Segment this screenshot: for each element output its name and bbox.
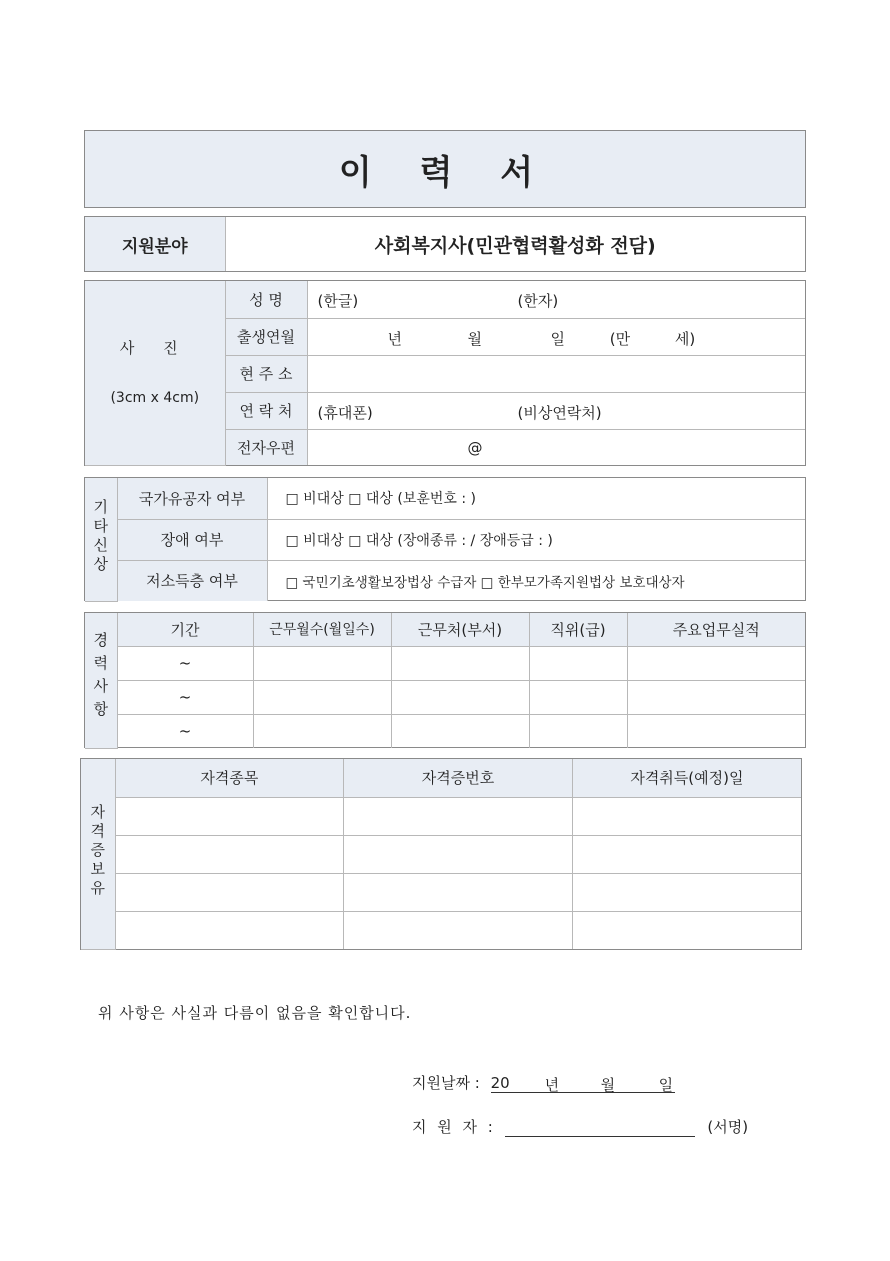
date-year-prefix: 20 [490,1074,510,1092]
license-date-4[interactable] [572,911,801,949]
field-box [84,216,806,272]
date-month: 월 [600,1076,616,1094]
career-header-period: 기간 [117,613,253,646]
low-income-label: 저소득층 여부 [117,560,267,601]
low-income-field[interactable]: □ 국민기초생활보장법상 수급자 □ 한부모가족지원법상 보호대상자 [267,560,805,601]
license-date-3[interactable] [572,873,801,911]
applicant-label: 지 원 자 : [412,1118,496,1136]
personal-box [84,280,806,466]
license-table [81,759,801,950]
career-position-1[interactable] [529,646,627,680]
table-row [85,646,805,680]
career-side-label: 경력사항 [85,613,117,748]
career-header-position: 직위(급) [529,613,627,646]
career-period-1[interactable]: ~ [117,646,253,680]
personal-table [85,281,805,466]
disability-field[interactable]: □ 비대상 □ 대상 (장애종류 : / 장애등급 : ) [267,519,805,560]
date-day: 일 [658,1076,674,1094]
birth-year: 년 [387,329,402,348]
license-number-3[interactable] [344,873,573,911]
photo-size: (3cm x 4cm) [110,389,200,406]
license-number-1[interactable] [344,797,573,835]
email-field[interactable] [307,429,805,465]
other-side-label: 기타신상 [85,478,117,601]
table-row [81,911,801,949]
page-title: 이 력 서 [338,152,552,193]
date-year: 년 [544,1076,560,1094]
table-row [85,714,805,748]
field-value[interactable]: 사회복지사(민관협력활성화 전담) [225,217,805,271]
veteran-field[interactable]: □ 비대상 □ 대상 (보훈번호 : ) [267,478,805,519]
name-hangul: (한글) [317,292,359,310]
license-type-1[interactable] [115,797,344,835]
other-box [84,477,806,601]
phone-mobile: (휴대폰) [317,403,373,422]
career-workplace-3[interactable] [391,714,529,748]
veteran-label: 국가유공자 여부 [117,478,267,519]
license-date-2[interactable] [572,835,801,873]
date-field[interactable] [491,1074,675,1093]
address-field[interactable] [307,355,805,392]
career-duties-3[interactable] [627,714,805,748]
phone-emergency: (비상연락처) [517,403,602,422]
license-type-3[interactable] [115,873,344,911]
signature-label: (서명) [707,1118,749,1136]
disability-label: 장애 여부 [117,519,267,560]
photo-label: 사 진 [119,338,190,357]
career-period-2[interactable]: ~ [117,680,253,714]
date-label: 지원날짜 : [412,1074,480,1092]
license-number-4[interactable] [344,911,573,949]
email-at: @ [467,438,483,457]
table-row [81,797,801,835]
table-row [81,873,801,911]
name-label: 성 명 [225,281,307,318]
license-date-1[interactable] [572,797,801,835]
email-label: 전자우편 [225,429,307,465]
phone-label: 연 락 처 [225,392,307,429]
career-box [84,612,806,748]
career-duties-1[interactable] [627,646,805,680]
birth-label: 출생연월 [225,318,307,355]
field-table [85,217,805,271]
birth-field[interactable] [307,318,805,355]
license-type-4[interactable] [115,911,344,949]
name-field[interactable] [307,281,805,318]
career-duties-2[interactable] [627,680,805,714]
career-table [85,613,805,749]
applicant-signature [412,1116,748,1137]
title-box [84,130,806,208]
license-box [80,758,802,950]
phone-field[interactable] [307,392,805,429]
career-header-months: 근무월수(월일수) [253,613,391,646]
career-months-3[interactable] [253,714,391,748]
career-position-3[interactable] [529,714,627,748]
applicant-name-field[interactable] [505,1118,695,1137]
application-date [412,1072,675,1093]
field-label: 지원분야 [85,217,225,271]
career-workplace-2[interactable] [391,680,529,714]
name-hanja: (한자) [517,292,559,310]
license-number-2[interactable] [344,835,573,873]
license-header-date: 자격취득(예정)일 [572,759,801,797]
license-type-2[interactable] [115,835,344,873]
license-header-type: 자격종목 [115,759,344,797]
career-header-workplace: 근무처(부서) [391,613,529,646]
license-header-number: 자격증번호 [344,759,573,797]
career-months-1[interactable] [253,646,391,680]
table-row [81,835,801,873]
career-months-2[interactable] [253,680,391,714]
career-position-2[interactable] [529,680,627,714]
career-header-duties: 주요업무실적 [627,613,805,646]
career-period-3[interactable]: ~ [117,714,253,748]
career-workplace-1[interactable] [391,646,529,680]
photo-cell[interactable] [85,281,225,465]
address-label: 현 주 소 [225,355,307,392]
birth-day: 일 (만 세) [550,329,696,348]
table-row [85,680,805,714]
confirmation-text: 위 사항은 사실과 다름이 없음을 확인합니다. [98,1004,412,1022]
birth-month: 월 [467,329,482,348]
license-side-label: 자격증보유 [81,759,115,949]
other-table [85,478,805,602]
